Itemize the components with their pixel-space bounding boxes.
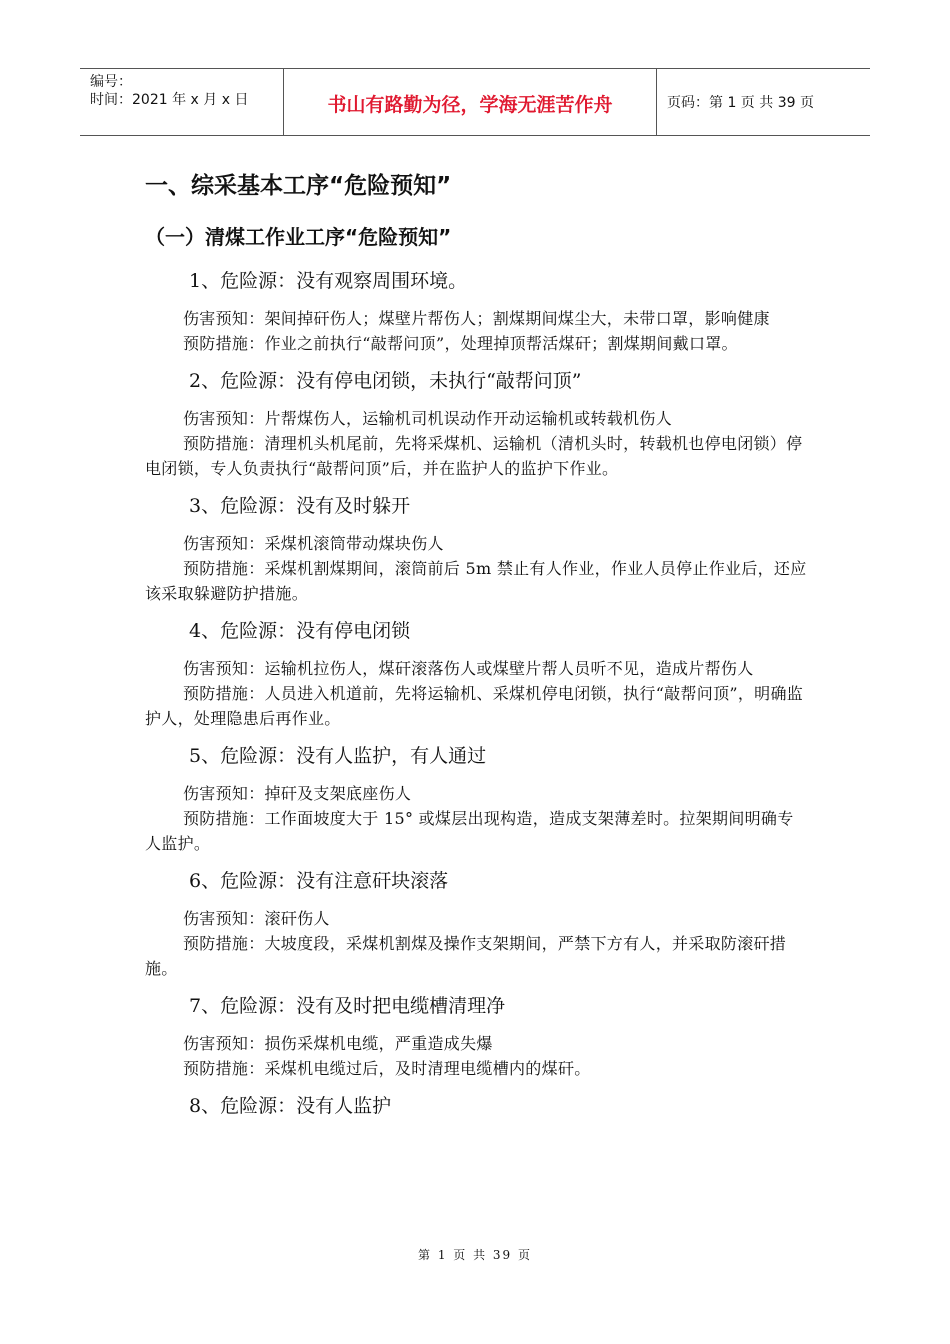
prevention-measure: 预防措施：人员进入机道前，先将运输机、采煤机停电闭锁，执行“敲帮问顶”，明确监护人，处理隐患后再作业。: [145, 684, 804, 728]
prevention-measure: 预防措施：作业之前执行“敲帮问顶”，处理掉顶帮活煤矸；割煤期间戴口罩。: [183, 334, 738, 353]
page-footer: 第 1 页 共 39 页: [418, 1248, 532, 1262]
harm-prediction: 伤害预知：运输机拉伤人，煤矸滚落伤人或煤壁片帮人员听不见，造成片帮伤人: [183, 659, 754, 678]
hazard-item-6: [145, 868, 807, 981]
hazard-item-1: [145, 268, 807, 356]
header-meta: [80, 69, 283, 135]
harm-prediction: 伤害预知：采煤机滚筒带动煤块伤人: [183, 534, 444, 553]
header-motto: 书山有路勤为径，学海无涯苦作舟: [283, 69, 657, 135]
harm-prediction: 伤害预知：滚矸伤人: [183, 909, 330, 928]
header-page-info: 页码：第 1 页 共 39 页: [667, 95, 814, 111]
document-title: 一、综采基本工序“危险预知”: [145, 173, 452, 199]
hazard-item-3: [145, 493, 807, 606]
hazard-heading: 8、危险源：没有人监护: [189, 1095, 392, 1117]
prevention-measure: 预防措施：采煤机割煤期间，滚筒前后 5m 禁止有人作业，作业人员停止作业后，还应该采取躲避防护措施。: [145, 559, 807, 603]
prevention-measure: 预防措施：采煤机电缆过后，及时清理电缆槽内的煤矸。: [183, 1059, 591, 1078]
hazard-item-5: [145, 743, 807, 856]
harm-prediction: 伤害预知：损伤采煤机电缆，严重造成失爆: [183, 1034, 493, 1053]
harm-prediction: 伤害预知：片帮煤伤人，运输机司机误动作开动运输机或转载机伤人: [183, 409, 673, 428]
hazard-item-4: [145, 618, 807, 731]
harm-prediction: 伤害预知：架间掉矸伤人；煤壁片帮伤人；割煤期间煤尘大，未带口罩，影响健康: [183, 309, 770, 328]
prevention-measure: 预防措施：清理机头机尾前，先将采煤机、运输机（清机头时，转载机也停电闭锁）停电闭锁，专人负责执行“敲帮问顶”后，并在监护人的监护下作业。: [145, 434, 803, 478]
page-header: [80, 68, 870, 136]
hazard-item-2: [145, 368, 807, 481]
hazard-list: [145, 268, 807, 1131]
hazard-item-8: [145, 1093, 807, 1119]
hazard-item-7: [145, 993, 807, 1081]
hazard-heading: 3、危险源：没有及时躲开: [189, 495, 411, 517]
header-date: 时间：2021 年 x 月 x 日: [90, 92, 249, 108]
hazard-heading: 2、危险源：没有停电闭锁，未执行“敲帮问顶”: [189, 370, 582, 392]
header-number: 编号：: [90, 74, 132, 90]
harm-prediction: 伤害预知：掉矸及支架底座伤人: [183, 784, 412, 803]
hazard-heading: 7、危险源：没有及时把电缆槽清理净: [189, 995, 506, 1017]
prevention-measure: 预防措施：大坡度段，采煤机割煤及操作支架期间，严禁下方有人，并采取防滚矸措施。: [145, 934, 787, 978]
section-subtitle: （一）清煤工作业工序“危险预知”: [145, 225, 452, 249]
hazard-heading: 1、危险源：没有观察周围环境。: [189, 270, 468, 292]
hazard-heading: 5、危险源：没有人监护，有人通过: [189, 745, 487, 767]
hazard-heading: 6、危险源：没有注意矸块滚落: [189, 870, 449, 892]
hazard-heading: 4、危险源：没有停电闭锁: [189, 620, 411, 642]
prevention-measure: 预防措施：工作面坡度大于 15° 或煤层出现构造，造成支架薄差时。拉架期间明确专人监护。: [145, 809, 794, 853]
